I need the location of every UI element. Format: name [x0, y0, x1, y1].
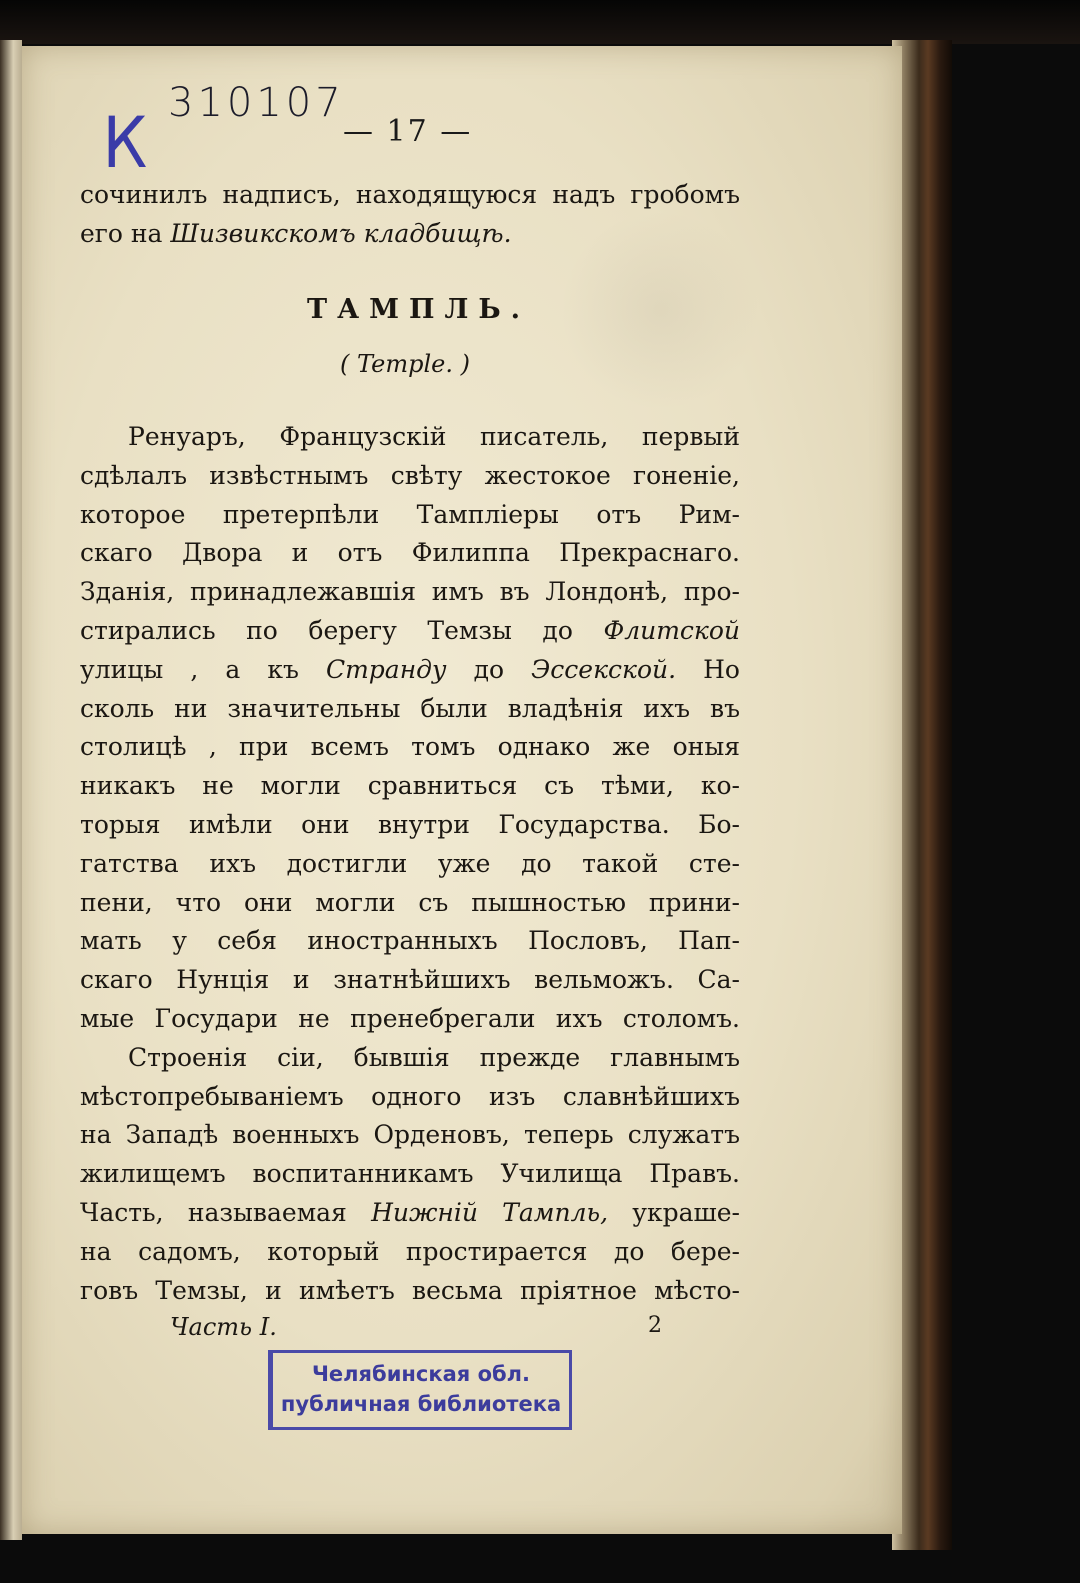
- stamp-line-2: публичная библиотека: [280, 1392, 562, 1416]
- italic-text: Странду: [325, 654, 447, 684]
- text-span: его на: [80, 218, 171, 248]
- text-span: пени, что они могли съ пышностью прини-: [80, 887, 740, 917]
- italic-text: Нижній Тампль,: [371, 1197, 609, 1227]
- text-span: Часть, называемая: [80, 1197, 372, 1227]
- text-span: до: [446, 654, 532, 684]
- text-line: [80, 845, 740, 884]
- text-line: [80, 534, 740, 573]
- text-span: Зданія, принадлежавшія имъ въ Лондонѣ, про-: [80, 577, 740, 607]
- footer-sheet-mark: 2: [648, 1313, 662, 1338]
- text-span: Строенія сіи, бывшія прежде главнымъ: [128, 1042, 740, 1072]
- italic-text: Шизвикскомъ кладбищѣ.: [170, 218, 512, 248]
- text-line: [80, 806, 740, 845]
- text-line: [80, 418, 740, 457]
- text-line: [80, 176, 740, 215]
- body-text: [80, 418, 740, 1310]
- text-span: стирались по берегу Темзы до: [80, 615, 604, 645]
- text-line: [80, 496, 740, 535]
- footer-signature: Часть I.: [170, 1313, 277, 1341]
- library-stamp: [268, 1350, 572, 1430]
- text-span: никакъ не могли сравниться съ тѣми, ко-: [80, 771, 740, 801]
- text-line: [80, 1000, 740, 1039]
- text-span: мѣстопребываніемъ одного изъ славнѣйшихъ: [80, 1081, 740, 1111]
- stamp-line-1: Челябинская обл.: [311, 1362, 531, 1386]
- text-line: [80, 728, 740, 767]
- inventory-number: 310107: [168, 80, 345, 126]
- text-span: мые Государи не пренебрегали ихъ столомъ.: [80, 1003, 740, 1033]
- text-span: скаго Нунція и знатнѣйшихъ вельможъ. Са-: [80, 965, 740, 995]
- text-line: [80, 651, 740, 690]
- text-span: говъ Темзы, и имѣетъ весьма пріятное мѣсто-: [80, 1275, 740, 1305]
- text-line: [80, 573, 740, 612]
- text-span: на садомъ, который простирается до бере-: [80, 1236, 740, 1266]
- text-line: [80, 457, 740, 496]
- italic-text: Флитской: [603, 615, 740, 645]
- text-span: торыя имѣли они внутри Государства. Бо-: [80, 809, 740, 839]
- text-span: Но: [676, 654, 740, 684]
- text-span: гатства ихъ достигли уже до такой сте-: [80, 848, 740, 878]
- intro-paragraph: [80, 176, 740, 254]
- section-heading: ТАМПЛЬ.: [307, 294, 531, 325]
- text-span: скаго Двора и отъ Филиппа Прекраснаго.: [80, 538, 740, 568]
- text-span: сочинилъ надписъ, находящуюся надъ гробомъ: [80, 180, 740, 209]
- text-line: [80, 1233, 740, 1272]
- book-binding-top: [0, 0, 1080, 44]
- text-span: на Западѣ военныхъ Орденовъ, теперь служатъ: [80, 1120, 740, 1150]
- left-page-edge: [0, 40, 22, 1540]
- text-span: Ренуаръ, Французскій писатель, первый: [128, 422, 740, 451]
- library-letter-mark: К: [102, 102, 148, 184]
- text-line: [80, 1039, 740, 1078]
- text-line: [80, 1155, 740, 1194]
- italic-text: Эссекской.: [531, 654, 677, 684]
- section-subheading: ( Temple. ): [340, 350, 470, 378]
- text-line: [80, 1116, 740, 1155]
- text-span: мать у себя иностранныхъ Пословъ, Пап-: [80, 926, 740, 956]
- text-span: сколь ни значительны были владѣнія ихъ въ: [80, 693, 740, 723]
- text-line: [80, 612, 740, 651]
- page-number: — 17 —: [343, 114, 473, 149]
- text-span: столицѣ , при всемъ томъ однако же оныя: [80, 732, 740, 762]
- text-line: [80, 1194, 740, 1233]
- text-span: украше-: [608, 1197, 740, 1227]
- text-span: жилищемъ воспитанникамъ Училища Правъ.: [80, 1159, 740, 1189]
- text-line: [80, 884, 740, 923]
- text-line: [80, 690, 740, 729]
- text-line: [80, 767, 740, 806]
- text-line: [80, 1272, 740, 1311]
- text-line: [80, 961, 740, 1000]
- text-span: сдѣлалъ извѣстнымъ свѣту жестокое гоненіе,: [80, 460, 740, 490]
- text-line: [80, 922, 740, 961]
- text-line: [80, 215, 740, 254]
- text-line: [80, 1078, 740, 1117]
- text-span: которое претерпѣли Тампліеры отъ Рим-: [80, 499, 740, 529]
- text-span: улицы , а къ: [80, 654, 326, 684]
